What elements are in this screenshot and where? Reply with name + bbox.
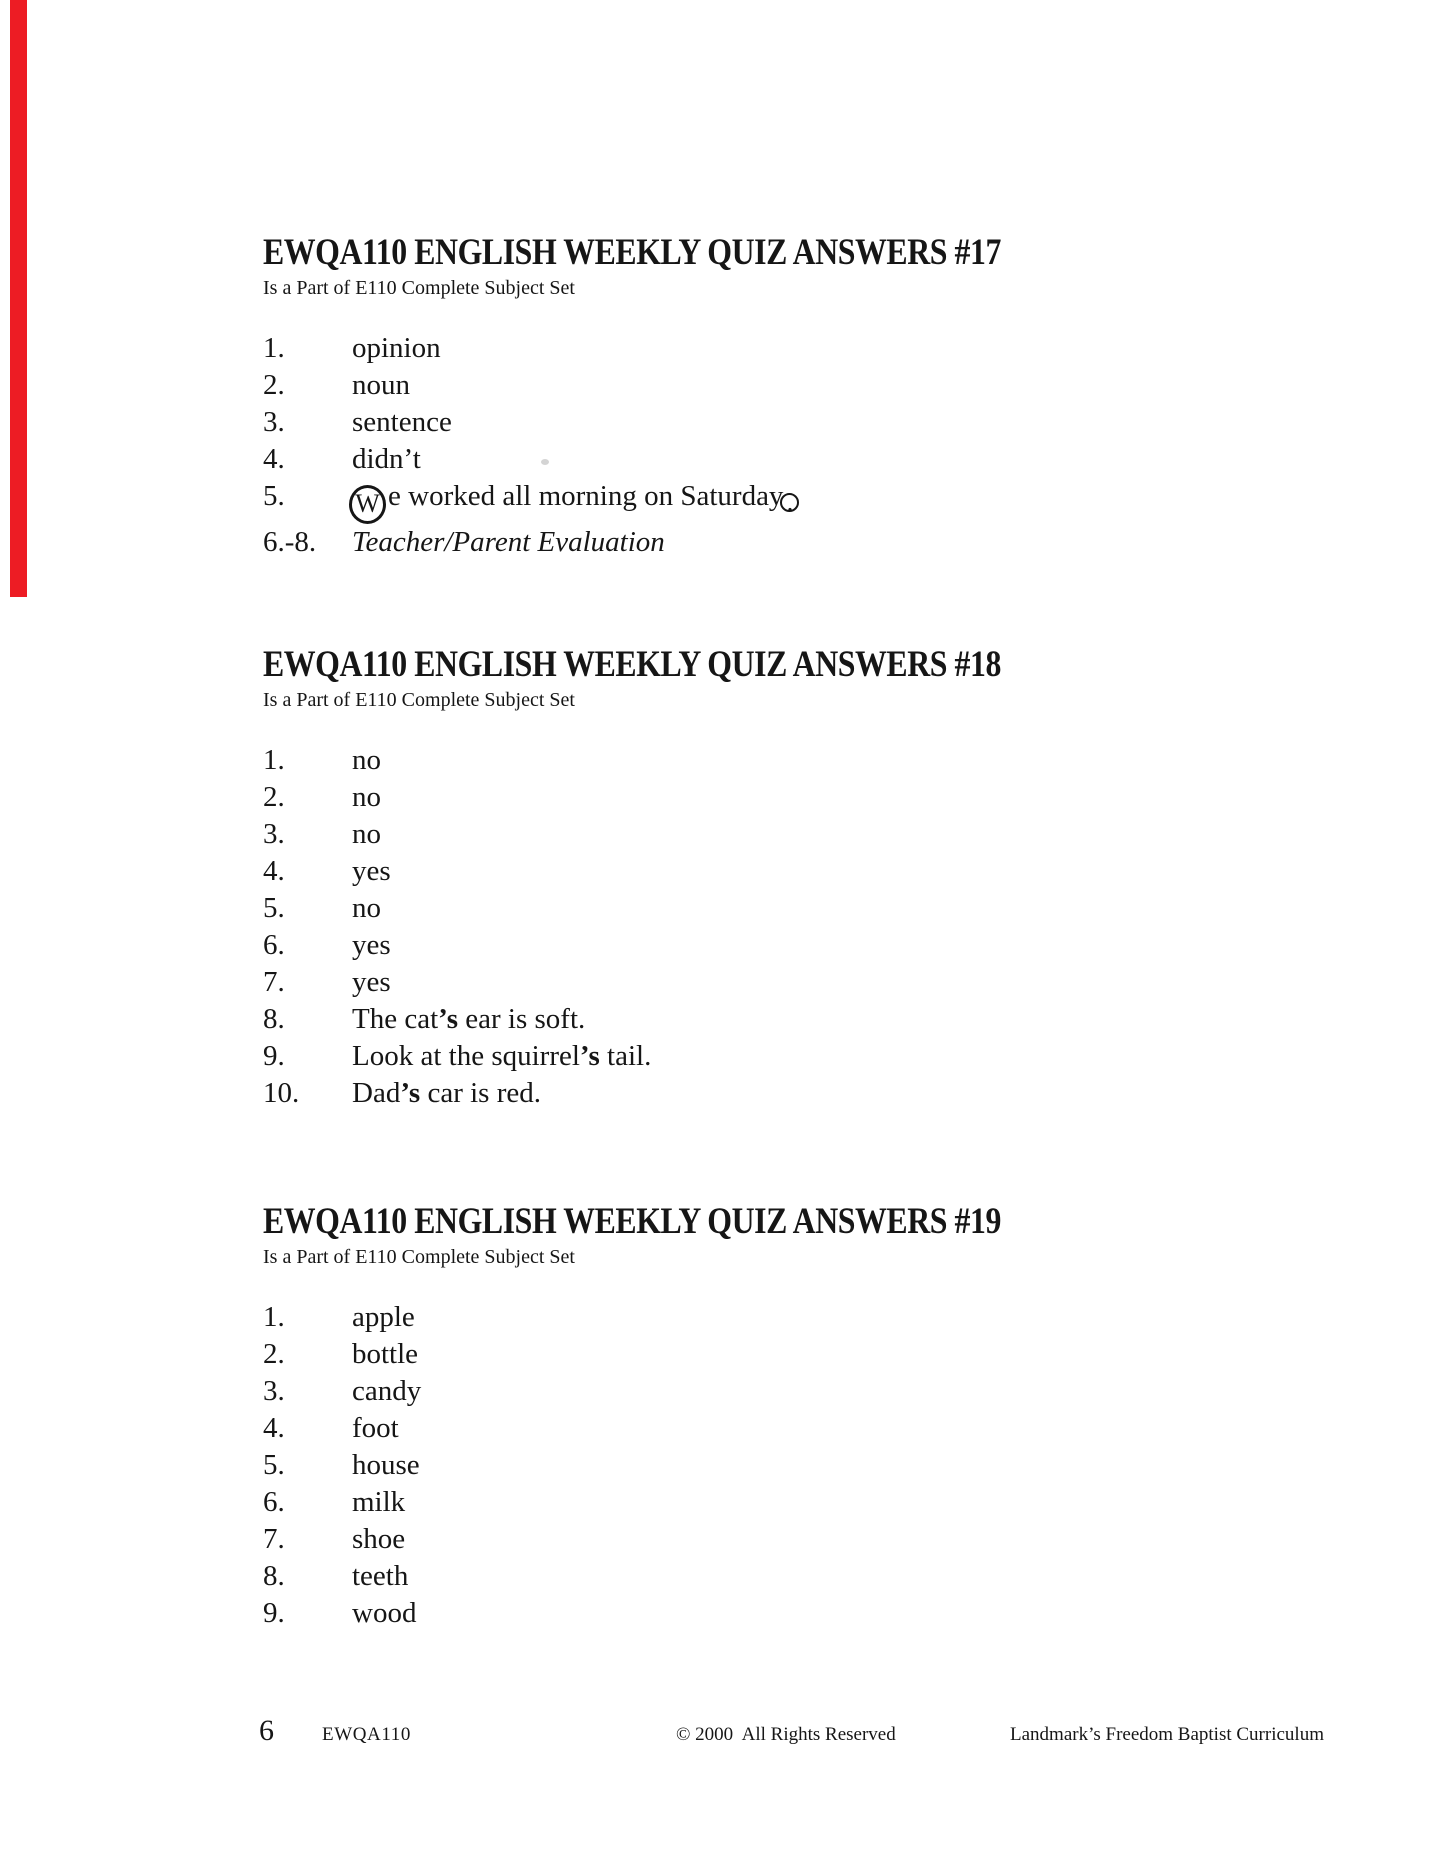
text-segment: sentence xyxy=(352,406,452,438)
item-number: 2. xyxy=(263,1338,285,1370)
text-segment: car is red. xyxy=(420,1077,541,1109)
item-number: 3. xyxy=(263,1375,285,1407)
text-segment: no xyxy=(352,781,381,813)
item-number: 4. xyxy=(263,443,285,475)
list-item xyxy=(263,404,1323,441)
text-segment: e worked all morning on Saturday xyxy=(388,480,784,512)
list-item xyxy=(263,890,1323,927)
list-item xyxy=(263,964,1323,1001)
list-item xyxy=(263,1001,1323,1038)
answer-list xyxy=(263,330,1323,561)
item-text xyxy=(352,1001,585,1038)
list-item xyxy=(263,478,1323,524)
item-number: 6. xyxy=(263,929,285,961)
text-segment: wood xyxy=(352,1597,417,1629)
list-item xyxy=(263,1595,1323,1632)
insert-period-proofmark-circle: . xyxy=(780,493,799,512)
item-number: 7. xyxy=(263,966,285,998)
item-text xyxy=(352,1075,541,1112)
section-title: EWQA110 ENGLISH WEEKLY QUIZ ANSWERS #18 xyxy=(263,644,1002,685)
list-item xyxy=(263,1075,1323,1112)
item-text xyxy=(352,742,381,779)
list-item xyxy=(263,779,1323,816)
item-text xyxy=(352,478,799,524)
list-item xyxy=(263,524,1323,561)
list-item xyxy=(263,927,1323,964)
item-number: 8. xyxy=(263,1560,285,1592)
text-segment: candy xyxy=(352,1375,422,1407)
list-item xyxy=(263,853,1323,890)
section-subtitle: Is a Part of E110 Complete Subject Set xyxy=(263,1246,575,1268)
text-segment: ’s xyxy=(400,1077,421,1109)
capitalize-proofmark-circle: W xyxy=(349,485,386,524)
item-text xyxy=(352,927,391,964)
text-segment: milk xyxy=(352,1486,406,1518)
section-subtitle: Is a Part of E110 Complete Subject Set xyxy=(263,689,575,711)
item-text xyxy=(352,1373,421,1410)
item-text xyxy=(352,1038,651,1075)
text-segment: bottle xyxy=(352,1338,419,1370)
text-segment: no xyxy=(352,892,381,924)
text-segment: The cat xyxy=(352,1003,439,1035)
list-item xyxy=(263,1558,1323,1595)
text-segment: no xyxy=(352,744,381,776)
text-segment: shoe xyxy=(352,1523,406,1555)
quiz-answers-section-18 xyxy=(263,643,1323,1112)
answer-list xyxy=(263,742,1323,1112)
text-segment: tail. xyxy=(599,1040,652,1072)
item-text xyxy=(352,1484,405,1521)
item-text xyxy=(352,890,381,927)
item-number: 4. xyxy=(263,855,285,887)
list-item xyxy=(263,1373,1323,1410)
list-item xyxy=(263,1336,1323,1373)
list-item xyxy=(263,330,1323,367)
item-number: 8. xyxy=(263,1003,285,1035)
text-segment: ’s xyxy=(579,1040,600,1072)
answer-list xyxy=(263,1299,1323,1632)
footer-publisher: Landmark’s Freedom Baptist Curriculum xyxy=(1010,1724,1324,1745)
item-number: 4. xyxy=(263,1412,285,1444)
item-number: 3. xyxy=(263,818,285,850)
item-number: 9. xyxy=(263,1040,285,1072)
item-number: 7. xyxy=(263,1523,285,1555)
list-item xyxy=(263,1038,1323,1075)
text-segment: yes xyxy=(352,855,391,887)
item-number: 9. xyxy=(263,1597,285,1629)
item-number: 5. xyxy=(263,1449,285,1481)
item-number: 1. xyxy=(263,1301,285,1333)
text-segment: noun xyxy=(352,369,410,401)
item-text xyxy=(352,367,410,404)
page-number: 6 xyxy=(259,1714,274,1747)
text-segment: yes xyxy=(352,929,391,961)
text-segment: no xyxy=(352,818,381,850)
item-number: 5. xyxy=(263,892,285,924)
item-text xyxy=(352,964,391,1001)
list-item xyxy=(263,367,1323,404)
item-text xyxy=(352,1299,415,1336)
text-segment: house xyxy=(352,1449,420,1481)
item-number: 3. xyxy=(263,406,285,438)
item-text xyxy=(352,1410,399,1447)
red-scan-margin-bar xyxy=(10,0,27,597)
item-text xyxy=(352,1336,418,1373)
list-item xyxy=(263,1299,1323,1336)
item-number: 2. xyxy=(263,781,285,813)
text-segment: Teacher/Parent Evaluation xyxy=(352,525,665,558)
quiz-answers-section-19 xyxy=(263,1200,1323,1632)
item-number: 10. xyxy=(263,1077,300,1109)
text-segment: yes xyxy=(352,966,391,998)
item-text xyxy=(352,1521,405,1558)
item-text xyxy=(352,330,441,367)
item-text xyxy=(352,404,452,441)
text-segment: teeth xyxy=(352,1560,409,1592)
list-item xyxy=(263,1484,1323,1521)
item-number: 6.-8. xyxy=(263,525,317,558)
list-item xyxy=(263,816,1323,853)
text-segment: opinion xyxy=(352,332,441,364)
item-number: 5. xyxy=(263,480,285,512)
item-number: 2. xyxy=(263,369,285,401)
footer-copyright: © 2000 All Rights Reserved xyxy=(676,1724,896,1745)
section-title: EWQA110 ENGLISH WEEKLY QUIZ ANSWERS #17 xyxy=(263,232,1002,273)
text-segment: ear is soft. xyxy=(458,1003,586,1035)
list-item xyxy=(263,1447,1323,1484)
section-title: EWQA110 ENGLISH WEEKLY QUIZ ANSWERS #19 xyxy=(263,1201,1002,1242)
item-text xyxy=(352,524,665,561)
item-text xyxy=(352,853,391,890)
list-item xyxy=(263,1410,1323,1447)
list-item xyxy=(263,441,1323,478)
text-segment: Dad xyxy=(352,1077,401,1109)
item-text xyxy=(352,816,381,853)
text-segment: didn’t xyxy=(352,443,421,475)
item-text xyxy=(352,1558,408,1595)
item-number: 1. xyxy=(263,332,285,364)
quiz-answers-section-17 xyxy=(263,231,1323,561)
item-text xyxy=(352,441,421,478)
item-text xyxy=(352,1595,416,1632)
item-text xyxy=(352,779,381,816)
section-subtitle: Is a Part of E110 Complete Subject Set xyxy=(263,277,575,299)
text-segment: ’s xyxy=(438,1003,459,1035)
text-segment: Look at the squirrel xyxy=(352,1040,580,1072)
item-number: 1. xyxy=(263,744,285,776)
footer-course-code: EWQA110 xyxy=(322,1724,411,1745)
text-segment: foot xyxy=(352,1412,399,1444)
list-item xyxy=(263,742,1323,779)
text-segment: apple xyxy=(352,1301,415,1333)
item-number: 6. xyxy=(263,1486,285,1518)
item-text xyxy=(352,1447,420,1484)
list-item xyxy=(263,1521,1323,1558)
